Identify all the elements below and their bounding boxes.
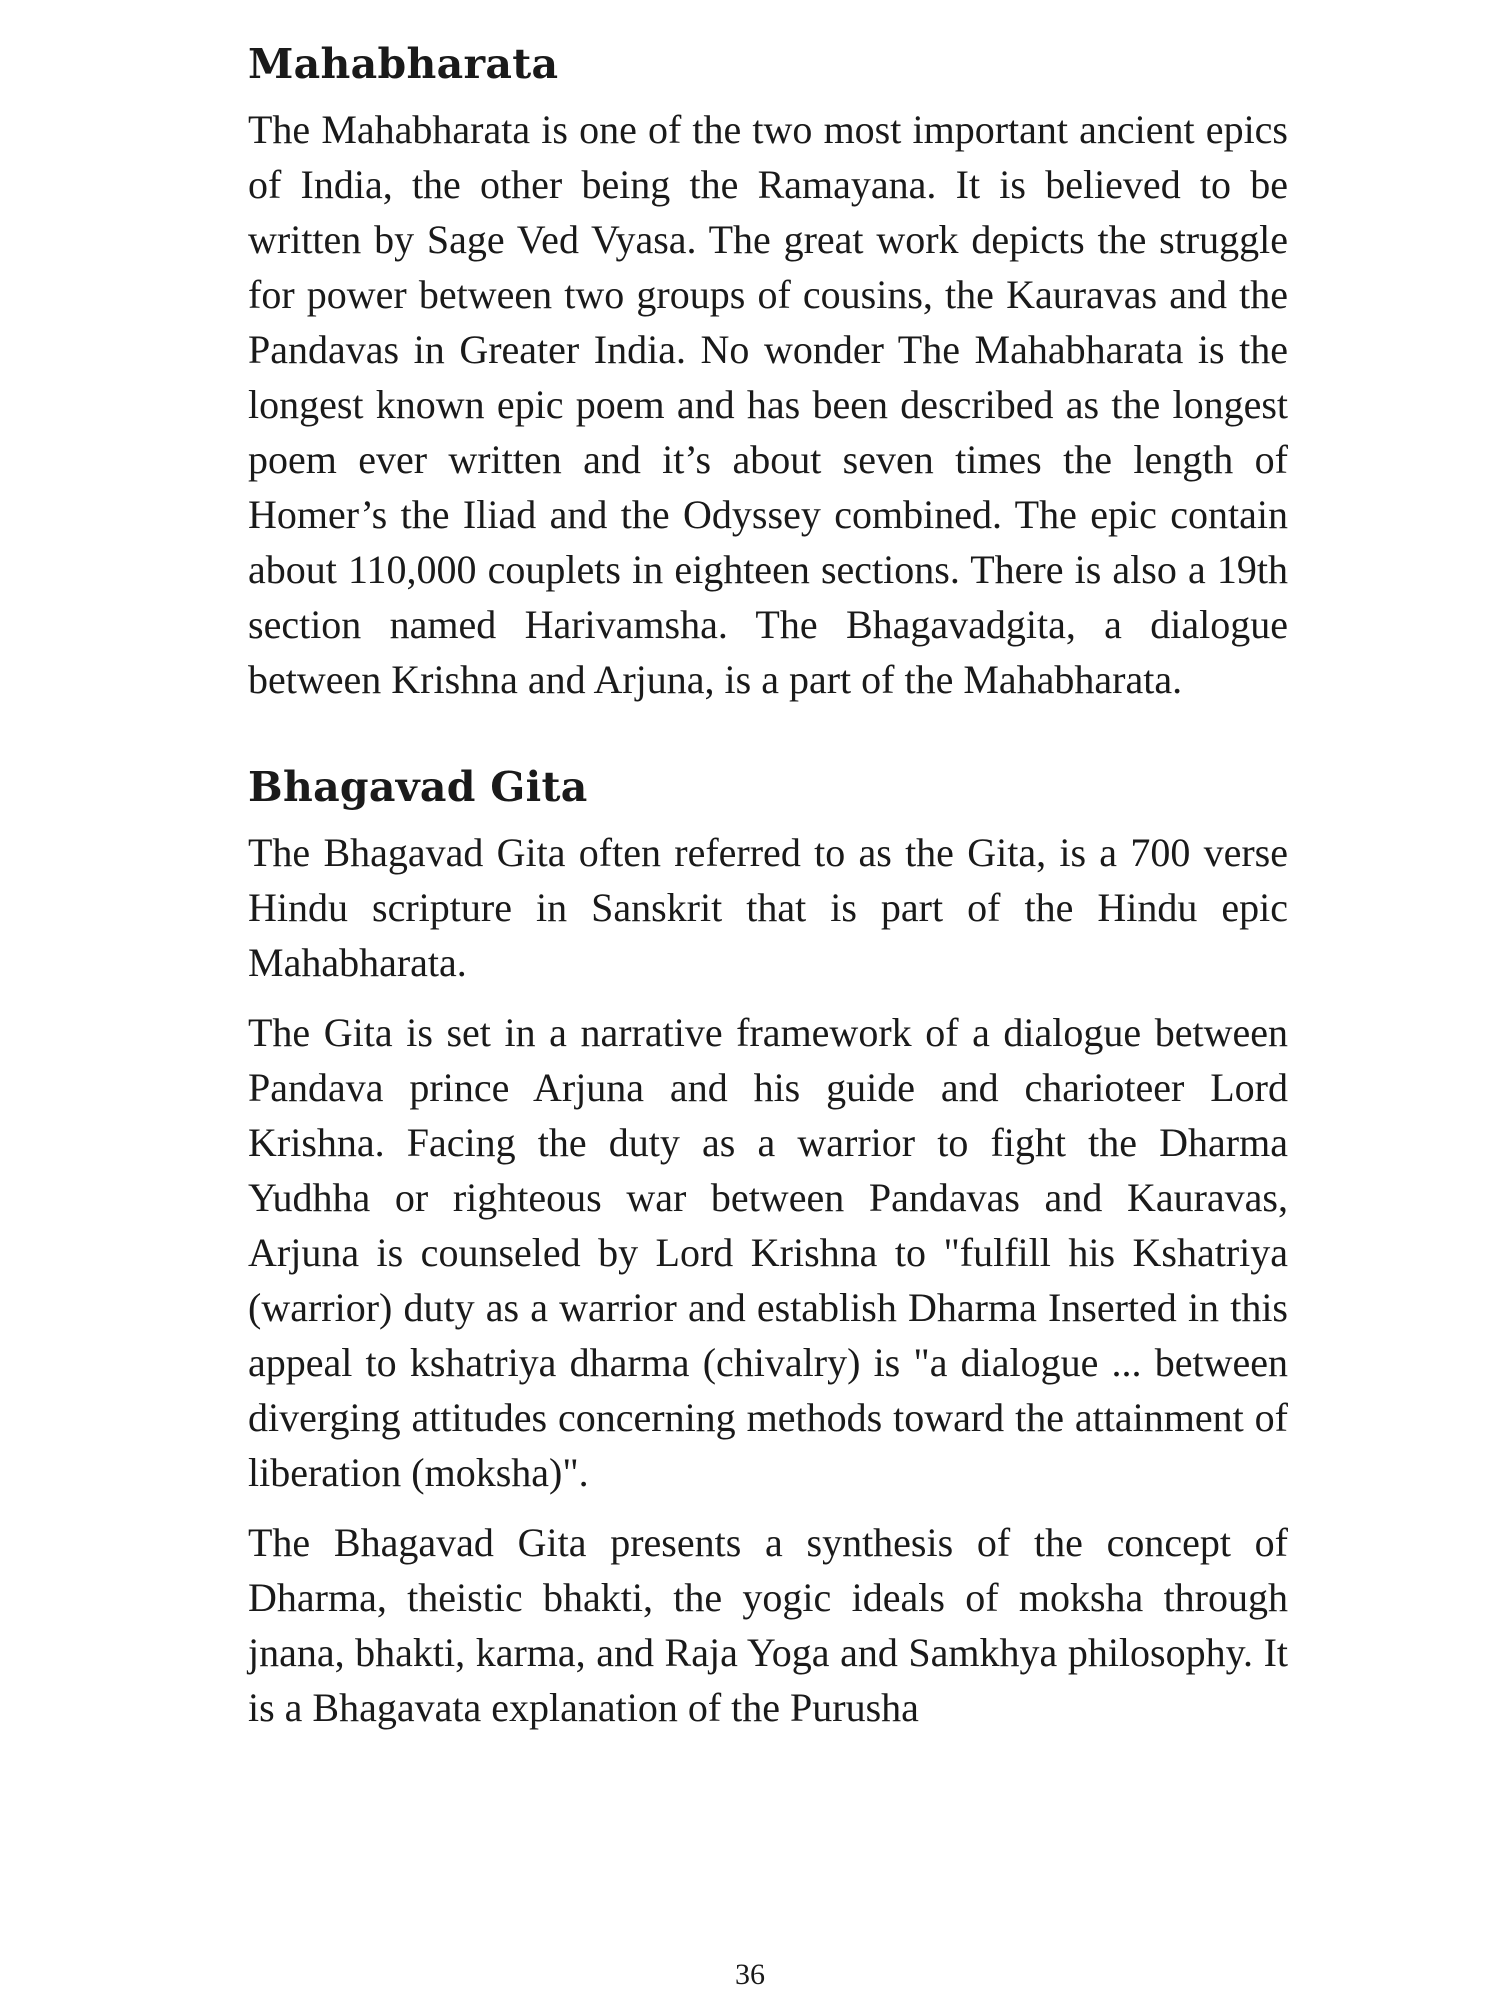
paragraph: The Gita is set in a narrative framework of a dialogue between Pandava prince Arjuna and his guide and charioteer Lord Krishna. Facing the duty as a warrior to fight the Dharma Yudhha or righteous war between Pandavas and Kauravas, Arjuna is counseled by Lord Krishna to "fulfill his Kshatriya (warrior) duty as a warrior and establish Dharma Inserted in this appeal to kshatriya dharma (chivalry) is "a dialogue ... between diverging attitudes concerning methods toward the attainment of liberation (moksha)". (248, 1010, 1288, 1495)
section-heading: Mahabharata (248, 40, 559, 88)
paragraph: The Bhagavad Gita presents a synthesis of the concept of Dharma, theistic bhakti, the yogic ideals of moksha through jnana, bhakti, karma, and Raja Yoga and Samkhya philosophy. It is a Bhagavata explanation of the Purusha (248, 1520, 1288, 1730)
section-mahabharata (248, 36, 1288, 707)
section-bhagavad-gita (248, 759, 1288, 1735)
paragraph: The Bhagavad Gita often referred to as the Gita, is a 700 verse Hindu scripture in Sanskrit that is part of the Hindu epic Mahabharata. (248, 830, 1288, 985)
section-heading: Bhagavad Gita (248, 763, 588, 811)
paragraph: The Mahabharata is one of the two most important ancient epics of India, the other being the Ramayana. It is believed to be written by Sage Ved Vyasa. The great work depicts the struggle for power between two groups of cousins, the Kauravas and the Pandavas in Greater India. No wonder The Mahabharata is the longest known epic poem and has been described as the longest poem ever written and it’s about seven times the length of Homer’s the Iliad and the Odyssey combined. The epic contain about 110,000 couplets in eighteen sections. There is also a 19th section named Harivamsha. The Bhagavadgita, a dialogue between Krishna and Arjuna, is a part of the Mahabharata. (248, 107, 1288, 702)
page-content (248, 36, 1288, 1735)
page-number: 36 (735, 1958, 765, 1991)
